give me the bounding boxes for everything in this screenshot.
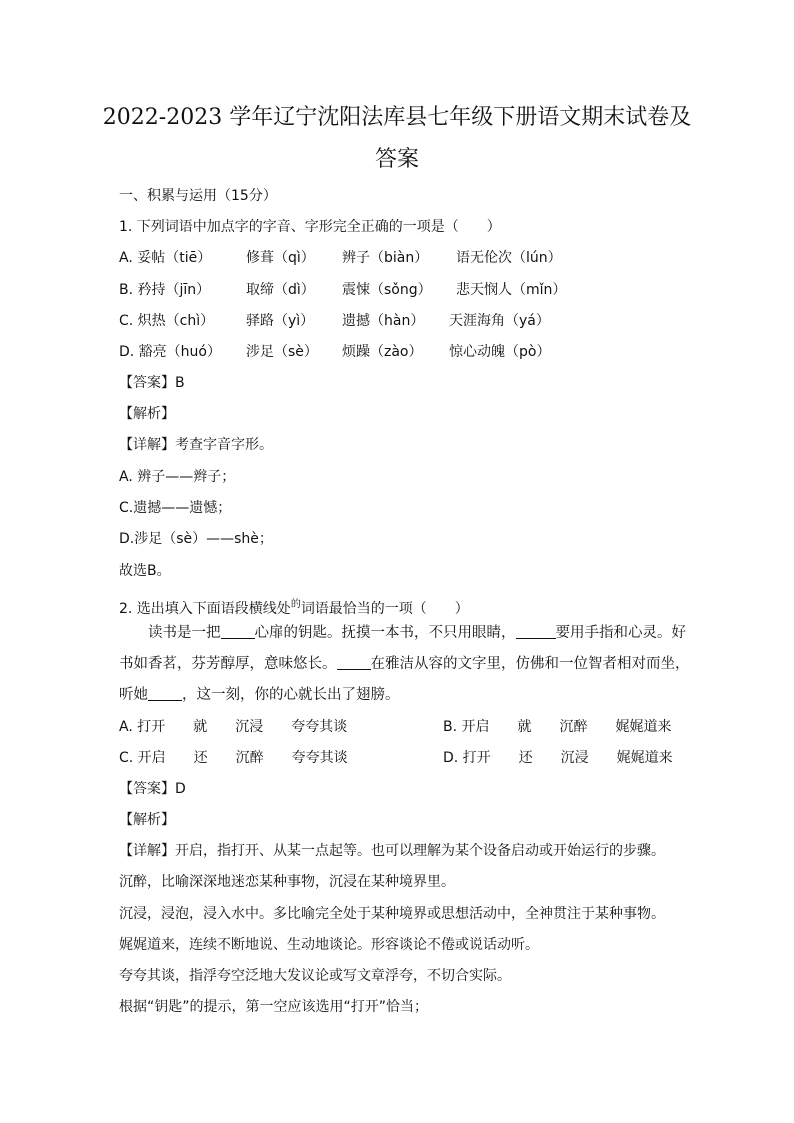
q1-option-d-2: 涉足（sè） xyxy=(246,344,318,360)
question-2-stem: 2. 选出填入下面语段横线处$^的$词语最恰当的一项（ ） xyxy=(119,599,469,617)
q2-explain-line: 娓娓道来，连续不断地说、生动地谈论。形容谈论不倦或说话动听。 xyxy=(119,937,539,953)
q2-answer: 【答案】D xyxy=(119,781,186,797)
q2-explain-line: 沉醉，比喻深深地迷恋某种事物，沉浸在某种境界里。 xyxy=(119,874,455,890)
q1-explain-line: A. 辨子——辫子； xyxy=(119,469,236,485)
section-heading: 一、积累与运用（15分） xyxy=(119,188,277,204)
q2-analysis-heading: 【解析】 xyxy=(119,812,175,828)
question-1-stem: 1. 下列词语中加点字的字音、字形完全正确的一项是（ ） xyxy=(119,219,501,235)
document-title-line1: 2022-2023 学年辽宁沈阳法库县七年级下册语文期末试卷及 xyxy=(102,105,692,130)
q1-option-c-4: 天涯海角（yá） xyxy=(449,313,550,329)
q1-detail: 【详解】考查字音字形。 xyxy=(119,437,273,453)
q1-option-c-1: C. 炽热（chì） xyxy=(119,313,215,329)
q2-explain-line: 夸夸其谈，指浮夸空泛地大发议论或写文章浮夸，不切合实际。 xyxy=(119,968,511,984)
q1-option-c-3: 遗撼（hàn） xyxy=(342,313,425,329)
q2-option-d: D. 打开 还 沉浸 娓娓道来 xyxy=(443,750,673,766)
q2-option-b: B. 开启 就 沉醉 娓娓道来 xyxy=(443,719,672,735)
q1-option-a-4: 语无伦次（lún） xyxy=(456,250,562,266)
q1-option-d-4: 惊心动魄（pò） xyxy=(449,344,551,360)
q1-option-d-3: 烦躁（zào） xyxy=(342,344,423,360)
q2-option-c: C. 开启 还 沉醉 夸夸其谈 xyxy=(119,750,348,766)
q1-analysis-heading: 【解析】 xyxy=(119,406,175,422)
fill-blank xyxy=(148,686,182,701)
q1-explain-line: C.遗撼——遗憾； xyxy=(119,500,232,516)
fill-blank xyxy=(337,655,371,670)
q1-option-a-1: A. 妥帖（tiē） xyxy=(119,250,212,266)
q2-passage-line-3: 听她 ，这一刻，你的心就长出了翅膀。 xyxy=(119,687,400,703)
fill-blank xyxy=(221,624,255,639)
document-title-line2: 答案 xyxy=(374,147,419,172)
q1-option-a-3: 辨子（biàn） xyxy=(342,250,429,266)
fill-blank xyxy=(516,624,556,639)
q1-option-a-2: 修葺（qì） xyxy=(246,250,315,266)
q1-option-d-1: D. 豁亮（huó） xyxy=(119,344,221,360)
q1-option-b-1: B. 矜持（jīn） xyxy=(119,282,211,298)
q2-explain-line: 【详解】开启，指打开、从某一点起等。也可以理解为某个设备启动或开始运行的步骤。 xyxy=(119,843,665,859)
q1-option-c-2: 驿路（yì） xyxy=(246,313,315,329)
q2-explain-line: 沉浸，浸泡，浸入水中。多比喻完全处于某种境界或思想活动中，全神贯注于某种事物。 xyxy=(119,906,665,922)
q1-explain-line: D.涉足（sè）——shè； xyxy=(119,531,273,547)
q1-option-b-4: 悲天悯人（mǐn） xyxy=(456,282,567,298)
q2-passage-line-1: 读书是一把 心扉的钥匙。抚摸一本书，不只用眼睛， 要用手指和心灵。好 xyxy=(119,625,686,641)
q2-option-a: A. 打开 就 沉浸 夸夸其谈 xyxy=(119,719,348,735)
q2-passage-line-2: 书如香茗，芬芳醇厚，意味悠长。 在雅洁从容的文字里，仿佛和一位智者相对而坐， xyxy=(119,656,690,672)
q1-explain-line: 故选B。 xyxy=(119,563,171,579)
q1-answer: 【答案】B xyxy=(119,375,185,391)
q1-option-b-3: 震悚（sǒng） xyxy=(342,282,432,298)
q2-explain-line: 根据“钥匙”的提示，第一空应该选用“打开”恰当； xyxy=(119,999,429,1015)
q1-option-b-2: 取缔（dì） xyxy=(246,282,315,298)
